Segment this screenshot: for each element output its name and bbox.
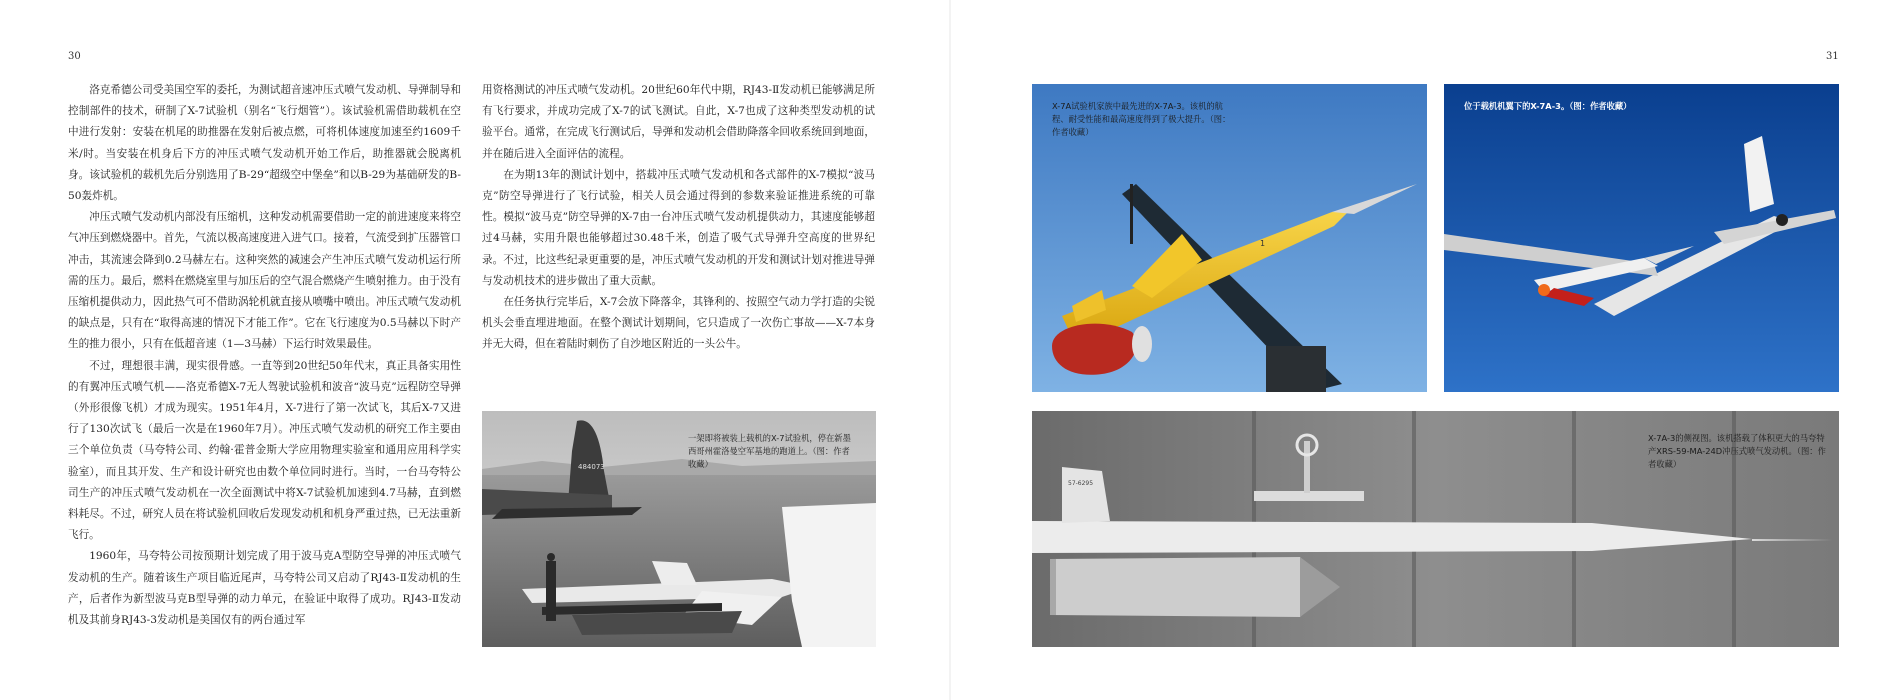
photo-blue-sky-carrier [1444, 84, 1839, 392]
page-number-left: 30 [68, 51, 81, 62]
tail-serial-text: 484073 [578, 463, 605, 471]
paragraph: 洛克希德公司受美国空军的委托，为测试超音速冲压式喷气发动机、导弹制导和控制部件的技术，研制了X-7试验机（别名“飞行烟管”）。该试验机需借助载机在空中进行发射：安装在机尾的助推器在发射后被点燃，可将机体速度加速至约1609千米/时。当安装在机身后下方的冲压式喷气发动机开始工作后，助推器就会脱离机身。该试验机的载机先后分别选用了B-29“超级空中堡垒”和以B-29为基础研发的B-50轰炸机。 [68, 84, 461, 203]
paragraph: 用资格测试的冲压式喷气发动机。20世纪60年代中期，RJ43-Ⅱ发动机已能够满足所有飞行要求，并成功完成了X-7的试飞测试。自此，X-7也成了这种类型发动机的试验平台。通常，在完成飞行测试后，导弹和发动机会借助降落伞回收系统回到地面，并在随后进入全面评估的流程。 [482, 84, 875, 160]
text-column-1 [68, 80, 461, 631]
page-number-right: 31 [1826, 51, 1839, 62]
missile-code-text: 1 [1260, 239, 1266, 248]
paragraph: 在任务执行完毕后，X-7会放下降落伞，其锋利的、按照空气动力学打造的尖锐机头会垂直埋进地面。在整个测试计划期间，它只造成了一次伤亡事故——X-7本身并无大碍，但在着陆时刺伤了自沙地区附近的一头公牛。 [482, 296, 875, 351]
caption-side-view: X-7A-3的侧视图。该机搭载了体积更大的马夸特产XRS-59-MA-24D冲压式喷气发动机。（图：作者收藏） [1648, 433, 1826, 469]
text-column-2 [482, 80, 875, 356]
paragraph: 冲压式喷气发动机内部没有压缩机，这种发动机需要借助一定的前进速度来将空气冲压到燃烧器中。首先，气流以极高速度进入进气口。接着，气流受到扩压器管口冲击，其流速会降到0.2马赫左右。这种突然的减速会产生冲压式喷气发动机运行所需的压力。最后，燃料在燃烧室里与加压后的空气混合燃烧产生喷射推力。由于没有压缩机提供动力，因此热气可不借助涡轮机就直接从喷嘴中喷出。冲压式喷气发动机的缺点是，只有在“取得高速的情况下才能工作”。它在飞行速度为0.5马赫以下时产生的推力很小，只有在低超音速（1—3马赫）下运行时效果最佳。 [68, 211, 461, 351]
caption-blue: 位于载机机翼下的X-7A-3。（图：作者收藏） [1464, 101, 1632, 111]
caption-airfield: 一架即将被装上载机的X-7试验机，停在新墨西哥州霍洛曼空军基地的跑道上。（图：作者收藏） [688, 433, 851, 469]
paragraph: 在为期13年的测试计划中，搭载冲压式喷气发动机和各式部件的X-7模拟“波马克”防空导弹进行了飞行试验，相关人员会通过得到的参数来验证推进系统的可靠性。模拟“波马克”防空导弹的X-7由一台冲压式喷气发动机提供动力，其速度能够超过4马赫，实用升限也能够超过30.48千米，创造了吸气式导弹升空高度的世界纪录。不过，比这些纪录更重要的是，冲压式喷气发动机的开发和测试计划对推进导弹与发动机技术的进步做出了重大贡献。 [482, 168, 875, 287]
spread-gutter [949, 0, 951, 700]
paragraph: 不过，理想很丰满，现实很骨感。一直等到20世纪50年代末，真正具备实用性的有翼冲压式喷气机——洛克希德X-7无人驾驶试验机和波音“波马克”远程防空导弹（外形很像飞机）才成为现实。1951年4月，X-7进行了第一次试飞，其后X-7又进行了130次试飞（最后一次是在1960年7月）。冲压式喷气发动机的研究工作主要由三个单位负责（马夸特公司、约翰·霍普金斯大学应用物理实验室和通用应用科学实验室），而且其开发、生产和设计研究也由数个单位同时进行。当时，一台马夸特公司生产的冲压式喷气发动机在一次全面测试中将X-7试验机加速到4.7马赫，直到燃料耗尽。不过，研究人员在将试验机回收后发现发动机和机身严重过热，已无法重新飞行。 [68, 359, 461, 542]
side-serial-text: 57-6295 [1068, 480, 1094, 487]
paragraph: 1960年，马夸特公司按预期计划完成了用于波马克A型防空导弹的冲压式喷气发动机的生产。随着该生产项目临近尾声，马夸特公司又启动了RJ43-Ⅱ发动机的生产，后者作为新型波马克B型导弹的动力单元，在验证中取得了成功。RJ43-Ⅱ发动机及其前身RJ43-3发动机是美国仅有的两台通过军 [68, 550, 461, 627]
caption-yellow: X-7A试验机家族中最先进的X-7A-3。该机的航程、耐受性能和最高速度得到了极大提升。（图：作者收藏） [1052, 101, 1231, 137]
